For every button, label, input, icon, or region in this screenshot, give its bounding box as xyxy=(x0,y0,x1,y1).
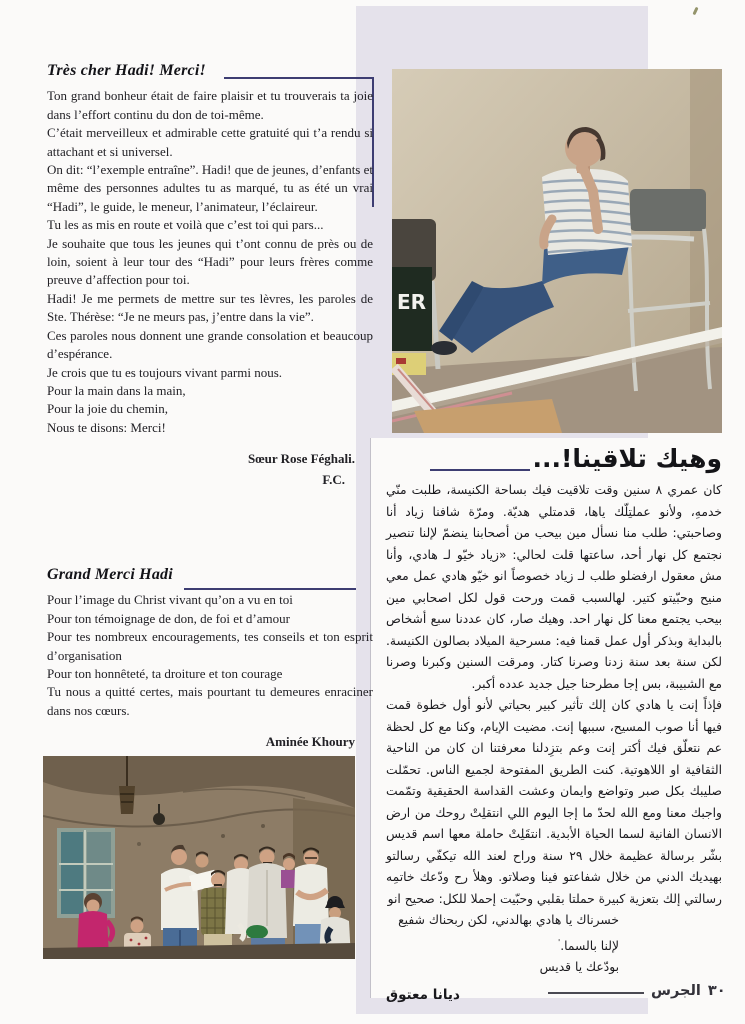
paragraph: Pour la main dans la main, xyxy=(47,382,186,398)
letter1-signature-suffix: F.C. xyxy=(322,471,345,487)
arabic-title: وهيك تلاقينا!... xyxy=(532,444,722,473)
paragraph: Hadi! Je me permets de mettre sur tes lèvres, les paroles de Ste. Thérèse: “Je ne meurs pas, j’entre dans la vie”. xyxy=(47,290,373,325)
paragraph: Ton grand bonheur était de faire plaisir et tu trouverais ta joie dans l’effort continu du don de toi-même. xyxy=(47,88,373,122)
paragraph: Pour ton témoignage de don, de foi et d’amour xyxy=(47,610,290,626)
paragraph: On dit: “l’exemple entraîne”. Hadi! que de jeunes, d’enfants et même des personnes adultes tu as marqué, tu as été un vrai “Hadi”, le guide, le meneur, l’animateur, l’éclaireur. xyxy=(47,162,373,214)
footer-rule xyxy=(548,992,644,994)
letter1-title: Très cher Hadi! Merci! xyxy=(47,62,206,79)
page-footer xyxy=(548,984,728,999)
paragraph: C’était merveilleux et admirable cette gratuité qui t’a rendu si attachant et si universel. xyxy=(47,125,373,159)
closing-line xyxy=(386,910,619,957)
paragraph: Pour l’image du Christ vivant qu’on a vu en toi xyxy=(47,592,293,608)
farewell-line: بودّعك يا قديس xyxy=(539,960,619,975)
sign-text: ER xyxy=(397,290,427,314)
paragraph: Pour la joie du chemin, xyxy=(47,401,168,417)
paragraph: Nous te disons: Merci! xyxy=(47,419,166,435)
photo-hadi-seated-illustration xyxy=(392,69,722,433)
paragraph: Tu nous a quitté certes, mais pourtant tu demeures enraciner dans nos cœurs. xyxy=(47,684,373,718)
photo-group-cave-illustration xyxy=(43,756,355,959)
footnote-mark: ' xyxy=(558,937,561,947)
decorative-rule-horizontal xyxy=(430,469,530,471)
paragraph: Pour ton honnêteté, ta droiture et ton courage xyxy=(47,666,283,682)
french-letter-1 xyxy=(47,62,373,489)
paragraph: كان عمري ٨ سنين وقت تلاقيت فيك بساحة الكنيسة، طلبت منّي خدمهِ، ولأنو عملتِلّك ياها، قدمتلي هديّة. ومرّة شافنا زياد أنا وصاحبتي: طلب منا نسأل مين بيحب من أصحابنا ينضمّ لإلنا تنصير نجتمع كل نهار أحد، ساعتها قلت لحالي: «زياد خيّو لـ هادي، وأنا مش معقول ارفضلو طلب لـ زياد خصوصاً انو خيّو هادي عمل معي منيح وحبّيتو كتير. لهالسبب قمت ورحت قول لكل اصحابي مين بيحب يجتمع معنا كل نهار احد. وهيك صار، كان عددنا سبع أشخاص بالبداية وبذكر أول عمل قمنا فيه: مسرحية الميلاد بصالون الكنيسة. لكن سنة بعد سنة زدنا وصرنا كتار. ومرقت السنين وكبرنا وصرنا مع الشبيبة، بس إجا مطرحنا جيل جديد عدده أكبر. xyxy=(386,483,722,691)
magazine-name: الجرس xyxy=(651,983,701,999)
paragraph: Tu les as mis en route et voilà que c’est toi qui pars... xyxy=(47,217,324,233)
page-number: ٣٠ xyxy=(707,983,726,999)
closing-text: خسرناك يا هادي بهالدني، لكن ربحناك شفيع لإلنا بالسما. xyxy=(398,913,619,953)
photo-hadi-seated xyxy=(392,69,722,433)
letter2-signature: Aminée Khoury xyxy=(265,734,355,750)
letter2-title: Grand Merci Hadi xyxy=(47,566,173,583)
paragraph: Je souhaite que tous les jeunes qui t’ont connu de près ou de loin, soient à leur tour des “Hadi” pour leurs frères comme preuve d’affection pour toi. xyxy=(47,235,373,288)
arabic-signature: ديانا معتوق xyxy=(386,986,460,1003)
photo-group-cave xyxy=(43,756,355,959)
paragraph: فإذاً إنت يا هادي كان إلك تأثير كبير بحياتي لأنو أول خطوة قمت فيها أنا صوب المسيح، سببها إنت. مضيت الإيام، وكنا مع كل لحظة عم نتعلّق فيك أكتر إنت وعم بتزِدلنا معرفتنا ان كان من الناحية الثقافية او اللاهوتية. كنت الطريق المفتوحة لجميع الناس. تحمّلت صليبك بكل صبر وتواضع وايمان وعشت القداسة الحقيقية وتمّمت واجبك معنا ومع الله لحدّ ما إجا اليوم اللي انتقلِتْ روحك من ارض الانسان الفانية لسما الحياة الأبدية. انتقَلِتْ حاملة معها اسم قديس بشّر برسالة عظيمة خلال ٢٩ سنة وراح لعند الله تيكفّي رسالتو بهيديك الدني من خلال شفاعتو فينا وصلاتو. وهلأ رح ودّعك خاتمِه رسالتي إلك بتعزية كبيرة حملتا بقلبي وحبّيت إحملا للكل: صحيح انو xyxy=(386,698,723,906)
arabic-letter xyxy=(386,480,722,1006)
letter1-signature: Sœur Rose Féghali. xyxy=(247,451,355,467)
paragraph: Ces paroles nous donnent une grande consolation et beaucoup d’espérance. xyxy=(47,327,373,362)
scan-speck xyxy=(692,7,698,16)
wall-sign xyxy=(392,267,432,375)
paragraph: Pour tes nombreux encouragements, tes conseils et ton esprit d’organisation xyxy=(47,629,373,663)
paragraph: Je crois que tu es toujours vivant parmi nous. xyxy=(47,364,283,380)
french-letter-2 xyxy=(47,566,373,752)
